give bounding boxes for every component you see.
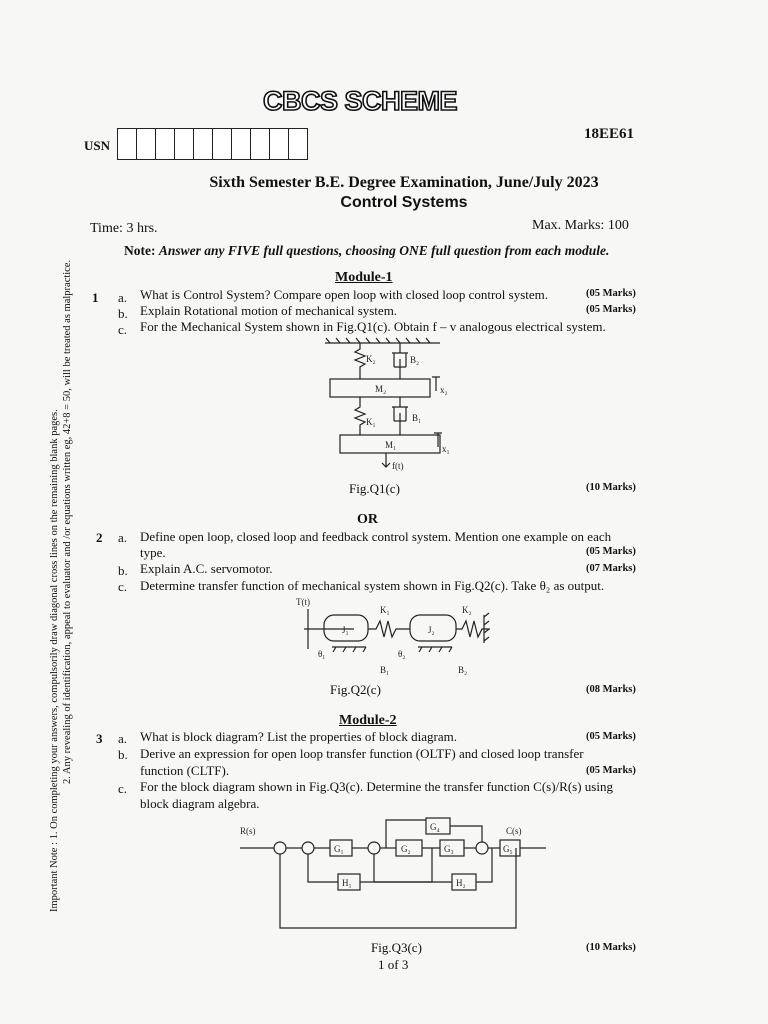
usn-box[interactable] (231, 128, 251, 160)
q3a-label: a. (118, 731, 128, 746)
q3a-marks: (05 Marks) (586, 731, 636, 742)
note-label: Note: (124, 243, 156, 258)
fig-q2c-caption: Fig.Q2(c) (330, 682, 381, 697)
fig-q3-g3: G₃ (444, 844, 454, 854)
q2c-label: c. (118, 579, 128, 594)
q2c-marks: (08 Marks) (586, 684, 636, 695)
max-marks: Max. Marks: 100 (532, 218, 629, 233)
module-2-heading: Module-2 (339, 713, 397, 728)
fig-q3c-caption: Fig.Q3(c) (371, 940, 422, 955)
figure-q2c-rotational-system (290, 595, 510, 677)
fig-q1-x2: x₂ (440, 385, 448, 395)
side-note-line2: 2. Any revealing of identification, appeal to evaluator and /or equations written eg, 42+8 = 50, will be treated as malpractice. (62, 259, 73, 784)
q1a-label: a. (118, 290, 128, 305)
fig-q3-g5: G₅ (503, 844, 513, 854)
q1a-text: What is Control System? Compare open loop with closed loop control system. (140, 287, 549, 302)
module-1-heading: Module-1 (335, 270, 393, 285)
q2a-marks: (05 Marks) (586, 546, 636, 557)
q3b-text: Derive an expression for open loop transfer function (OLTF) and closed loop transfer (140, 746, 584, 761)
fig-q3-g1: G₁ (334, 844, 344, 854)
q3c-label: c. (118, 781, 128, 796)
usn-box[interactable] (117, 128, 137, 160)
usn-box[interactable] (212, 128, 232, 160)
fig-q3-h1: H₁ (342, 878, 352, 888)
fig-q1-m2: M₂ (375, 384, 387, 394)
fig-q3-g4: G₄ (430, 822, 440, 832)
usn-box[interactable] (193, 128, 213, 160)
q1c-marks: (10 Marks) (586, 482, 636, 493)
q3b-marks: (05 Marks) (586, 765, 636, 776)
fig-q2-b1: B₁ (380, 665, 390, 675)
q1c-text: For the Mechanical System shown in Fig.Q1(c). Obtain f – v analogous electrical system. (140, 319, 606, 334)
fig-q1-k2: K₂ (366, 354, 376, 364)
fig-q1-k1: K₁ (366, 417, 376, 427)
fig-q3-h2: H₂ (456, 878, 466, 888)
q1b-label: b. (118, 306, 128, 321)
q1b-marks: (05 Marks) (586, 304, 636, 315)
fig-q1-x1: x₁ (442, 444, 450, 454)
figure-q1c-mechanical-system (320, 335, 460, 475)
q2a-text: Define open loop, closed loop and feedback control system. Mention one example on each (140, 529, 612, 544)
or-separator: OR (357, 512, 378, 527)
usn-label: USN (84, 138, 111, 153)
side-important-note (48, 260, 74, 912)
question-number-1: 1 (92, 290, 99, 305)
instructions-note (124, 243, 609, 259)
usn-boxes (118, 128, 308, 160)
exam-title: Sixth Semester B.E. Degree Examination, June/July 2023 (209, 174, 599, 191)
page-number: 1 of 3 (378, 957, 409, 972)
fig-q1-f: f(t) (392, 461, 404, 471)
q3c-text-cont: block diagram algebra. (140, 796, 260, 811)
fig-q1c-caption: Fig.Q1(c) (349, 481, 400, 496)
q2b-text: Explain A.C. servomotor. (140, 561, 273, 576)
usn-box[interactable] (155, 128, 175, 160)
fig-q1-b2: B₂ (410, 355, 420, 365)
q2c-text: Determine transfer function of mechanical system shown in Fig.Q2(c). Take θ₂ as output. (140, 578, 605, 593)
note-text: Answer any FIVE full questions, choosing ONE full question from each module. (158, 243, 610, 258)
fig-q2-theta2: θ₂ (398, 649, 406, 659)
q3b-text-cont: function (CLTF). (140, 763, 230, 778)
fig-q3-g2: G₂ (401, 844, 411, 854)
cbcs-scheme-logo (262, 82, 458, 118)
fig-q1-m1: M₁ (385, 440, 397, 450)
usn-box[interactable] (250, 128, 270, 160)
q3b-label: b. (118, 747, 128, 762)
figure-q3c-block-diagram (236, 812, 556, 940)
question-number-2: 2 (96, 530, 103, 545)
usn-box[interactable] (269, 128, 289, 160)
q3c-marks: (10 Marks) (586, 942, 636, 953)
usn-box[interactable] (136, 128, 156, 160)
q2b-marks: (07 Marks) (586, 563, 636, 574)
exam-time: Time: 3 hrs. (90, 221, 158, 236)
fig-q2-j2: J₂ (428, 625, 435, 635)
fig-q2-k1: K₁ (380, 605, 390, 615)
fig-q2-theta1: θ₁ (318, 649, 326, 659)
fig-q2-t: T(t) (296, 597, 310, 607)
q2a-label: a. (118, 530, 128, 545)
q1a-marks: (05 Marks) (586, 288, 636, 299)
usn-box[interactable] (174, 128, 194, 160)
course-code: 18EE61 (584, 126, 635, 142)
q2b-label: b. (118, 563, 128, 578)
side-note-line1: Important Note : 1. On completing your answers, compulsorily draw diagonal cross lines on the remaining blank pages. (49, 409, 60, 912)
q1c-label: c. (118, 322, 128, 337)
subject-title: Control Systems (340, 194, 468, 211)
fig-q3-c: C(s) (506, 826, 522, 836)
fig-q2-b2: B₂ (458, 665, 468, 675)
fig-q2-j1: J₁ (342, 625, 349, 635)
q1b-text: Explain Rotational motion of mechanical system. (140, 303, 398, 318)
q3c-text: For the block diagram shown in Fig.Q3(c). Determine the transfer function C(s)/R(s) using (140, 779, 613, 794)
q2a-text-cont: type. (140, 545, 166, 560)
question-number-3: 3 (96, 731, 103, 746)
svg-text:CBCS SCHEME: CBCS SCHEME (262, 86, 458, 116)
fig-q2-k2: K₂ (462, 605, 472, 615)
usn-box[interactable] (288, 128, 308, 160)
q3a-text: What is block diagram? List the properties of block diagram. (140, 729, 457, 744)
fig-q3-r: R(s) (240, 826, 256, 836)
fig-q1-b1: B₁ (412, 413, 422, 423)
